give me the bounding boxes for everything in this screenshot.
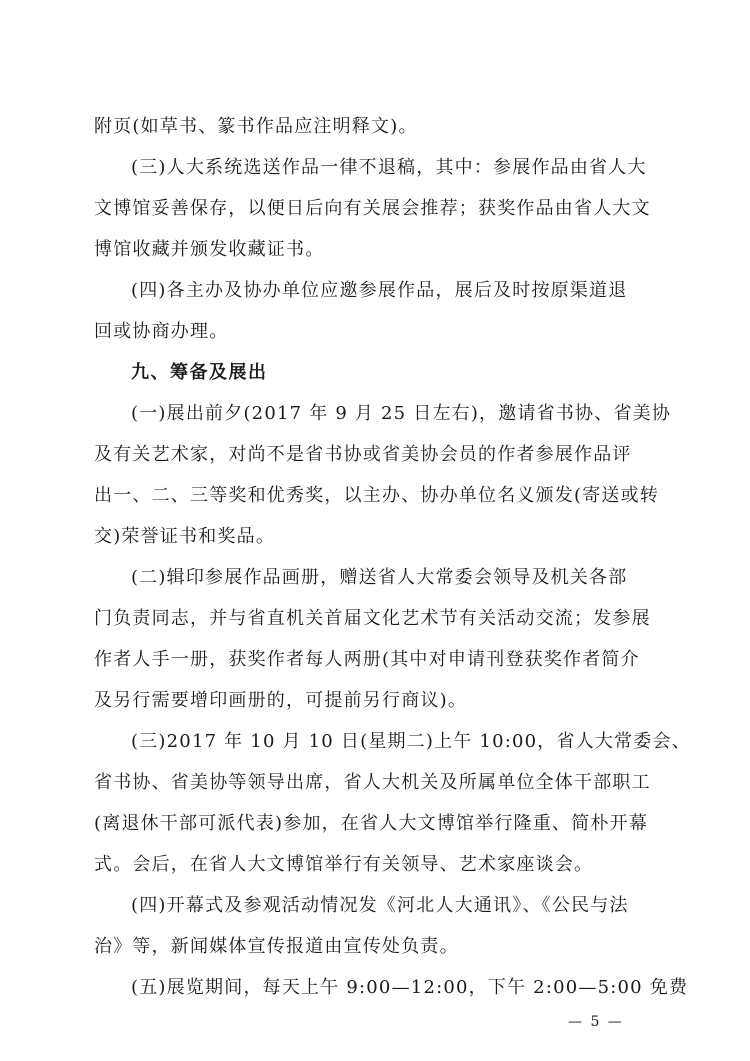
text-line xyxy=(0,312,750,352)
text-line-content: 式。会后，在省人大文博馆举行有关领导、艺术家座谈会。 xyxy=(94,854,594,875)
text-line xyxy=(0,763,750,803)
text-line-content: 文博馆妥善保存，以便日后向有关展会推荐；获奖作品由省人大文 xyxy=(94,198,651,219)
text-line-content: (四)开幕式及参观活动情况发《河北人大通讯》、《公民与法 xyxy=(131,895,629,916)
text-line-content: (四)各主办及协办单位应邀参展作品，展后及时按原渠道退 xyxy=(131,280,628,301)
text-line-content: 门负责同志，并与省直机关首届文化艺术节有关活动交流；发参展 xyxy=(94,608,651,629)
text-line xyxy=(0,148,750,188)
text-line-content: 回或协商办理。 xyxy=(94,321,229,342)
text-line-content: (三)人大系统选送作品一律不退稿，其中：参展作品由省人大 xyxy=(131,157,647,178)
text-line-content: (三)2017 年 10 月 10 日(星期二)上午 10:00，省人大常委会、 xyxy=(131,731,691,752)
section-heading-text: 九、筹备及展出 xyxy=(131,362,268,383)
text-line xyxy=(0,640,750,680)
text-line xyxy=(0,558,750,598)
text-line-content: (离退休干部可派代表)参加，在省人大文博馆举行隆重、简朴开幕 xyxy=(94,813,649,834)
text-line xyxy=(0,681,750,721)
text-line-content: (五)展览期间，每天上午 9:00—12:00，下午 2:00—5:00 免费 xyxy=(131,977,689,998)
text-line xyxy=(0,968,750,1008)
text-line xyxy=(0,804,750,844)
text-line-content: 附页(如草书、篆书作品应注明释文)。 xyxy=(94,116,418,137)
text-line xyxy=(0,599,750,639)
text-line xyxy=(0,476,750,516)
text-line xyxy=(0,517,750,557)
text-line-content: 博馆收藏并颁发收藏证书。 xyxy=(94,239,325,260)
text-line xyxy=(0,435,750,475)
text-line xyxy=(0,189,750,229)
text-line-content: 出一、二、三等奖和优秀奖，以主办、协办单位名义颁发(寄送或转 xyxy=(94,485,660,506)
section-heading xyxy=(0,353,750,393)
text-line xyxy=(0,722,750,762)
page-number: — 5 — xyxy=(568,1014,624,1030)
text-line xyxy=(0,927,750,967)
text-line xyxy=(0,845,750,885)
text-line xyxy=(0,230,750,270)
text-line xyxy=(0,107,750,147)
text-line-content: (一)展出前夕(2017 年 9 月 25 日左右)，邀请省书协、省美协 xyxy=(131,403,672,424)
text-line-content: 及有关艺术家，对尚不是省书协或省美协会员的作者参展作品评 xyxy=(94,444,632,465)
text-line xyxy=(0,886,750,926)
text-line-content: (二)辑印参展作品画册，赠送省人大常委会领导及机关各部 xyxy=(131,567,628,588)
text-line xyxy=(0,271,750,311)
text-line-content: 治》等，新闻媒体宣传报道由宣传处负责。 xyxy=(94,936,459,957)
text-line-content: 作者人手一册，获奖作者每人两册(其中对申请刊登获奖作者简介 xyxy=(94,649,640,670)
text-line-content: 交)荣誉证书和奖品。 xyxy=(94,526,276,547)
text-line-content: 及另行需要增印画册的，可提前另行商议)。 xyxy=(94,690,468,711)
text-line-content: 省书协、省美协等领导出席，省人大机关及所属单位全体干部职工 xyxy=(94,772,651,793)
text-line xyxy=(0,394,750,434)
